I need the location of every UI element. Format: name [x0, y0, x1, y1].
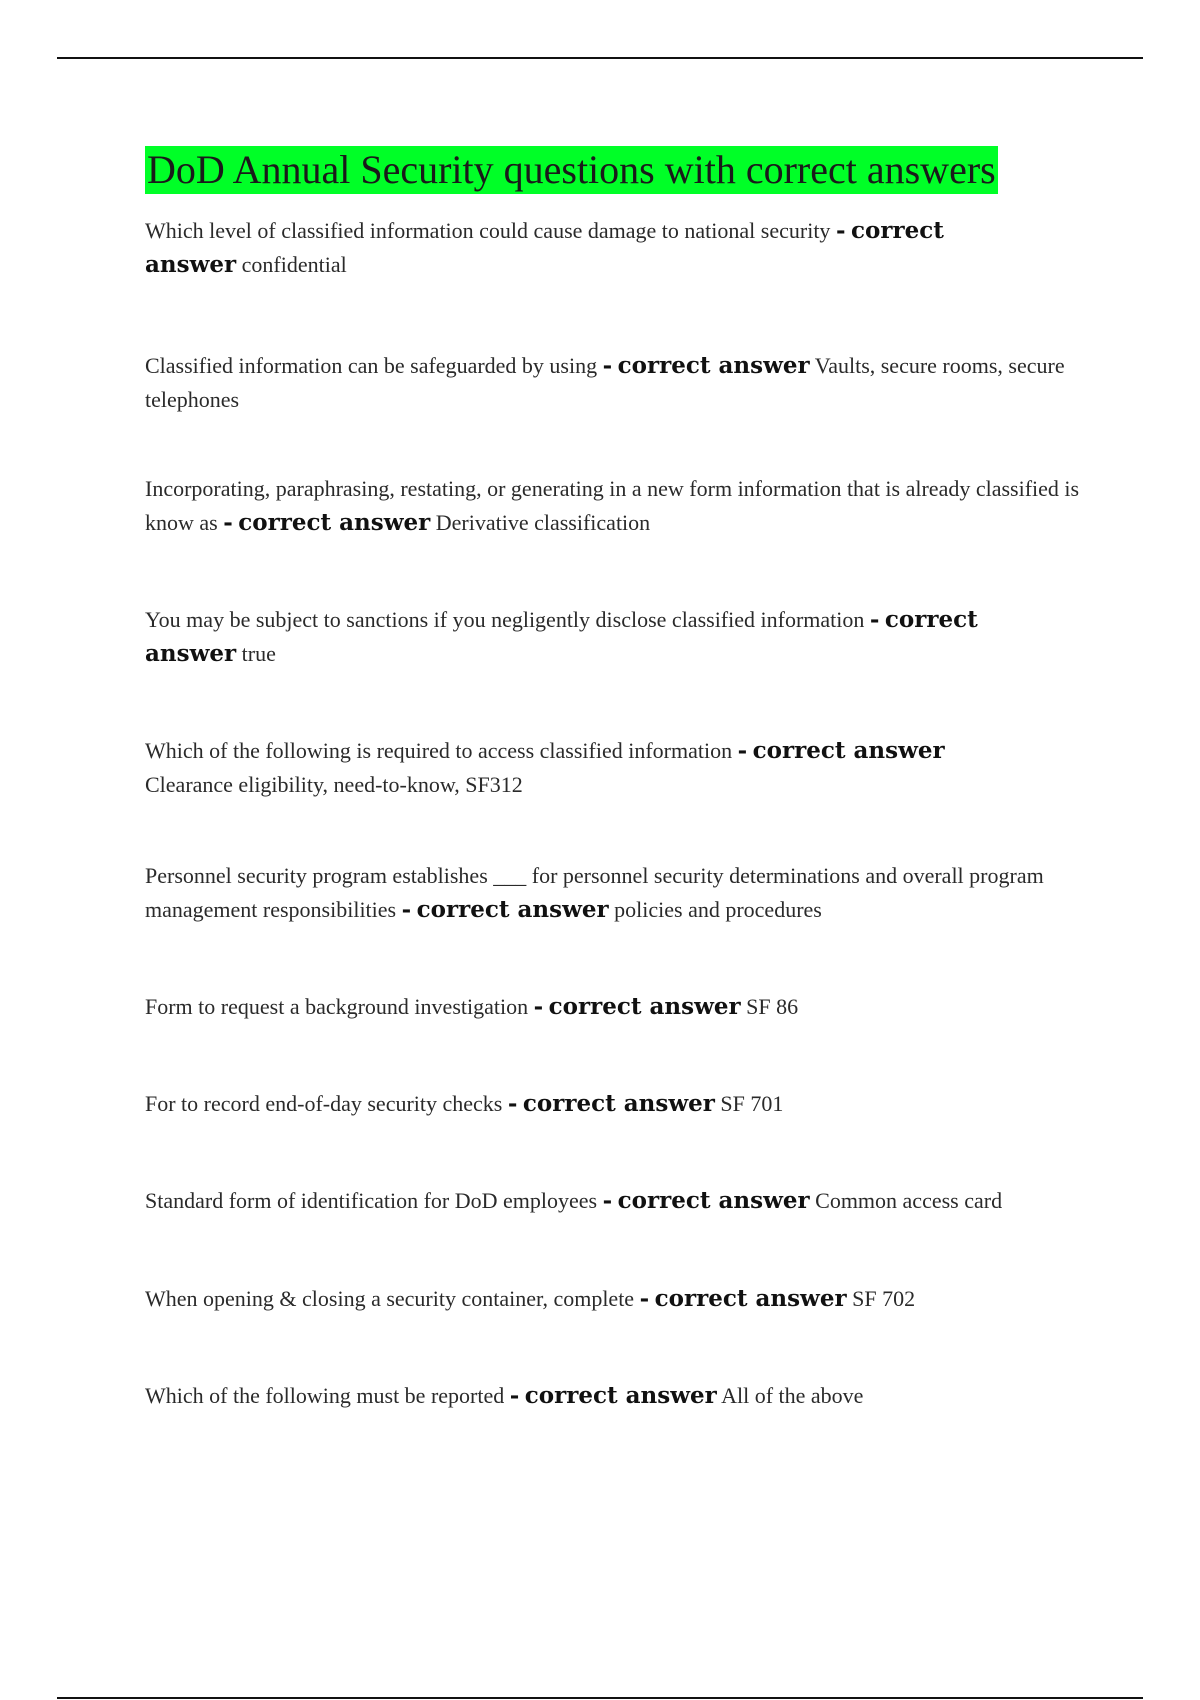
qa-item: [145, 214, 1025, 282]
question-text: Which of the following must be reported: [145, 1383, 505, 1408]
qa-item: [145, 990, 1090, 1024]
answer-text: Derivative classification: [435, 510, 651, 535]
answer-separator: -: [639, 1285, 650, 1312]
answer-text: policies and procedures: [614, 897, 822, 922]
question-text: Classified information can be safeguarded by using: [145, 353, 598, 378]
answer-text: Vaults, secure rooms, secure telephones: [145, 353, 1065, 412]
answer-text: Clearance eligibility, need-to-know, SF312: [145, 772, 523, 797]
correct-answer-label: correct answer: [654, 1285, 847, 1312]
question-text: Standard form of identification for DoD employees: [145, 1188, 598, 1213]
qa-item: [145, 349, 1090, 417]
question-text: Which of the following is required to access classified information: [145, 738, 733, 763]
top-rule: [57, 57, 1143, 59]
question-text: When opening & closing a security container, complete: [145, 1286, 635, 1311]
answer-separator: -: [401, 896, 412, 923]
question-text: Form to request a background investigation: [145, 994, 529, 1019]
qa-item: [145, 1184, 1090, 1218]
qa-item: [145, 859, 1090, 927]
question-text: You may be subject to sanctions if you negligently disclose classified information: [145, 607, 865, 632]
correct-answer-label: correct answer: [145, 606, 978, 667]
question-text: Incorporating, paraphrasing, restating, or generating in a new form information that is already classified is know as: [145, 476, 1080, 535]
answer-separator: -: [602, 352, 613, 379]
qa-item: [145, 1379, 1090, 1413]
correct-answer-label: correct answer: [617, 352, 810, 379]
answer-text: All of the above: [721, 1383, 864, 1408]
answer-separator: -: [869, 606, 880, 633]
answer-text: Common access card: [815, 1188, 1003, 1213]
correct-answer-label: correct answer: [416, 896, 609, 923]
qa-item: [145, 472, 1090, 540]
answer-separator: -: [533, 993, 544, 1020]
answer-separator: -: [223, 509, 233, 536]
answer-text: SF 702: [852, 1286, 916, 1311]
answer-separator: -: [835, 217, 846, 244]
question-text: Which level of classified information could cause damage to national security: [145, 218, 831, 243]
correct-answer-label: correct answer: [752, 737, 945, 764]
correct-answer-label: correct answer: [524, 1382, 717, 1409]
correct-answer-label: correct answer: [617, 1187, 810, 1214]
answer-text: SF 701: [720, 1091, 784, 1116]
correct-answer-label: correct answer: [548, 993, 741, 1020]
qa-item: [145, 603, 1065, 671]
document-title: DoD Annual Security questions with correct answers: [147, 147, 996, 192]
qa-item: [145, 1087, 1090, 1121]
bottom-rule: [57, 1697, 1143, 1699]
correct-answer-label: correct answer: [522, 1090, 715, 1117]
answer-text: true: [241, 641, 276, 666]
correct-answer-label: correct answer: [238, 509, 431, 536]
answer-text: confidential: [241, 252, 347, 277]
answer-text: SF 86: [746, 994, 799, 1019]
answer-separator: -: [602, 1187, 613, 1214]
answer-separator: -: [507, 1090, 518, 1117]
document-body: [145, 146, 1090, 1409]
qa-item: [145, 734, 1025, 802]
qa-item: [145, 1282, 1090, 1316]
answer-separator: -: [509, 1382, 520, 1409]
question-text: Personnel security program establishes ___ for personnel security determinations and overall program management responsibilities: [145, 863, 1044, 922]
answer-separator: -: [737, 737, 748, 764]
correct-answer-label: correct answer: [145, 217, 944, 278]
question-text: For to record end-of-day security checks: [145, 1091, 503, 1116]
